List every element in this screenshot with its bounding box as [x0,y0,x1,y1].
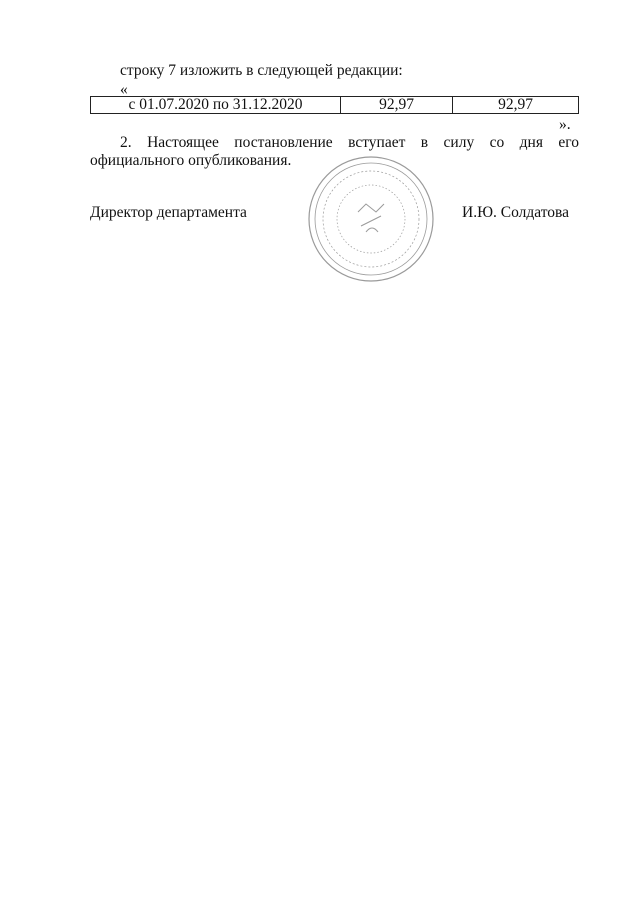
official-seal [306,154,436,284]
signatory-name: И.Ю. Солдатова [462,204,570,221]
seal-outer-ring [309,157,433,281]
intro-text: строку 7 изложить в следующей редакции: [120,62,403,79]
opening-quote: « [120,81,128,98]
signatory-role: Директор департамента [90,204,247,221]
seal-ring-3 [323,171,419,267]
closing-quote: ». [559,116,571,133]
paragraph-number: 2. [120,134,132,151]
paragraph-2-line-2: официального опубликования. [90,152,292,169]
seal-ring-2 [315,163,427,275]
table-cell-period: с 01.07.2020 по 31.12.2020 [91,97,341,113]
seal-center-mark [358,204,384,226]
seal-inner-ring [337,185,405,253]
table-cell-value-1: 92,97 [341,97,453,113]
paragraph-2-line-1 [90,134,579,152]
seal-center-mark-2 [366,228,378,232]
tariff-table [90,96,579,114]
table-cell-value-2: 92,97 [498,96,533,113]
paragraph-2-text: Настоящее постановление вступает в силу со дня его [147,134,580,151]
